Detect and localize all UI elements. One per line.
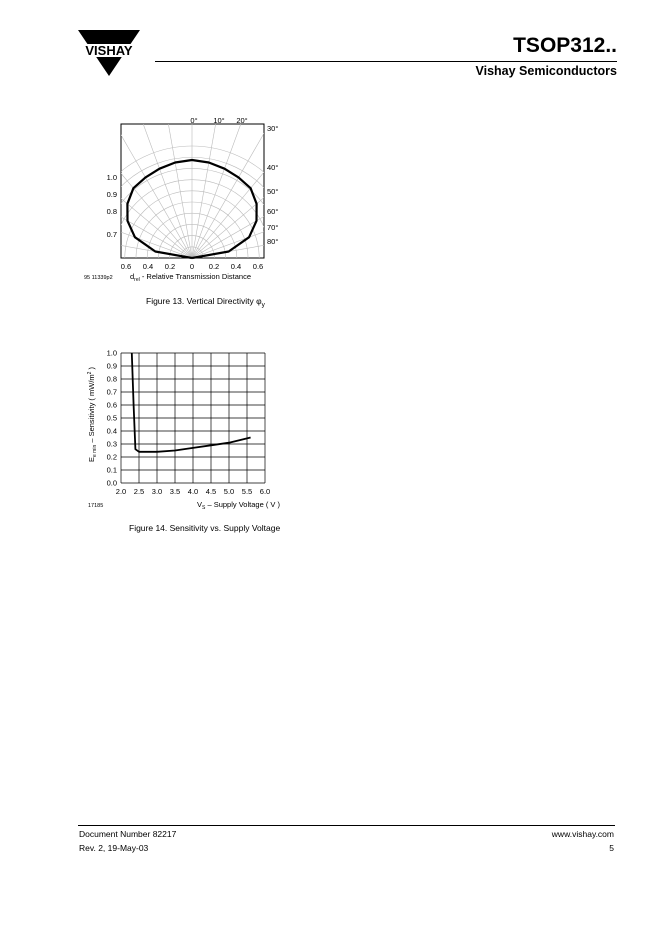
angle-label-60: 60°: [267, 207, 279, 216]
grid-ray: [165, 112, 192, 258]
grid-ray: [192, 112, 219, 258]
website-link[interactable]: www.vishay.com: [551, 829, 614, 839]
bottom-label: 0.2: [164, 262, 176, 271]
y-tick-label: 0.3: [106, 439, 117, 449]
x-tick-label: 2.0: [115, 487, 127, 496]
document-subtitle: Vishay Semiconductors: [475, 64, 617, 78]
bottom-label: 0.4: [230, 262, 242, 271]
x-tick-label: 3.5: [169, 487, 181, 496]
grid-ray: [192, 157, 312, 258]
radius-label-0-8: 0.8: [106, 207, 117, 216]
x-tick-label: 4.5: [205, 487, 217, 496]
document-title: TSOP312..: [513, 34, 617, 57]
figure14-id: 17185: [88, 503, 104, 509]
angle-label-10: 10°: [213, 116, 225, 125]
bottom-label: 0.2: [208, 262, 220, 271]
header-rule: [155, 61, 617, 62]
figure14-ylabel: $E_{e min}$ – Sensitivity ( $mW/m^2$ ): [87, 366, 98, 462]
angle-label-80: 80°: [267, 237, 279, 246]
footer-rule: [78, 825, 615, 826]
x-tick-label: 3.0: [151, 487, 163, 496]
figure13-caption: Figure 13. Vertical Directivity $\varphi_y$: [146, 296, 265, 309]
x-tick-label: 2.5: [133, 487, 145, 496]
figure14-chart: [80, 344, 320, 520]
angle-label-70: 70°: [267, 223, 279, 232]
x-tick-label: 6.0: [259, 487, 271, 496]
document-number: Document Number 82217: [79, 829, 177, 839]
page-number: 5: [609, 843, 614, 853]
y-tick-label: 0.7: [106, 387, 117, 397]
bottom-label: 0.6: [252, 262, 264, 271]
y-tick-label: 0.4: [106, 426, 117, 436]
y-tick-label: 0.5: [106, 413, 117, 423]
y-tick-label: 0.0: [106, 478, 117, 488]
angle-label-0: 0°: [190, 116, 198, 125]
angle-label-30: 30°: [267, 124, 279, 133]
logo-text: VISHAY: [85, 43, 133, 58]
y-tick-label: 0.9: [106, 361, 117, 371]
grid-ray: [192, 112, 246, 258]
bottom-label: 0.4: [142, 262, 154, 271]
bottom-label: 0.6: [120, 262, 132, 271]
sensitivity-curve: [132, 353, 251, 452]
radius-label-1-0: 1.0: [106, 173, 117, 182]
figure13-xlabel: $d_{rel}$ - Relative Transmission Distance: [130, 272, 252, 283]
angle-label-20: 20°: [236, 116, 248, 125]
revision: Rev. 2, 19-May-03: [79, 843, 149, 853]
y-tick-label: 0.8: [106, 374, 117, 384]
grid-ray: [138, 112, 192, 258]
vishay-logo: [78, 30, 140, 76]
bottom-label: 0: [189, 262, 195, 271]
y-tick-label: 0.2: [106, 452, 117, 462]
angle-label-50: 50°: [267, 187, 279, 196]
figure13-id: 95 11339p2: [84, 275, 113, 281]
y-tick-label: 0.1: [106, 465, 117, 475]
figure14-xlabel: $V_S$ – Supply Voltage ( V ): [197, 500, 280, 511]
x-tick-label: 4.0: [187, 487, 199, 496]
x-tick-label: 5.5: [241, 487, 253, 496]
figure14-caption: Figure 14. Sensitivity vs. Supply Voltage: [129, 523, 281, 533]
angle-label-40: 40°: [267, 163, 279, 172]
figure13-chart: [80, 112, 320, 292]
y-tick-label: 0.6: [106, 400, 117, 410]
radius-label-0-9: 0.9: [106, 190, 117, 199]
radius-label-0-7: 0.7: [106, 230, 117, 239]
x-tick-label: 5.0: [223, 487, 235, 496]
y-tick-label: 1.0: [106, 348, 117, 358]
